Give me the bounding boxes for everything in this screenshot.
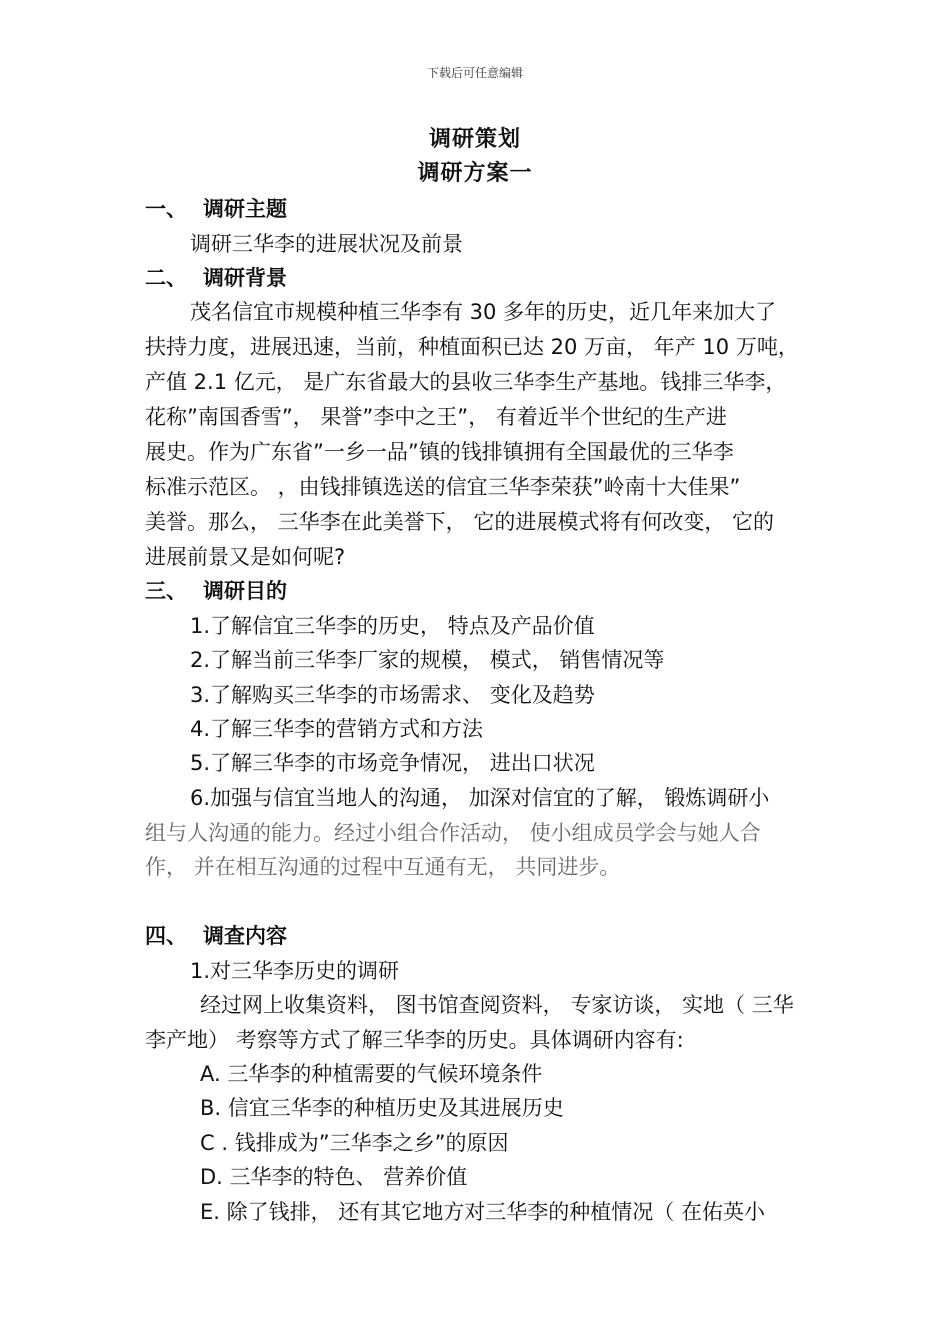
purpose-item: 5.了解三华李的市场竞争情况， 进出口状况: [190, 751, 595, 775]
section-2-number: 二、: [145, 266, 187, 290]
header-note: 下载后可任意编辑: [426, 66, 523, 80]
purpose-continuation: 组与人沟通的能力。经过小组合作活动， 使小组成员学会与她人合: [145, 821, 761, 845]
background-line: 进展前景又是如何呢?: [145, 545, 346, 569]
background-line: 美誉。那么， 三华李在此美誉下， 它的进展模式将有何改变， 它的: [145, 510, 775, 534]
purpose-item: 2.了解当前三华李厂家的规模， 模式， 销售情况等: [190, 648, 665, 672]
content-option: B. 信宜三华李的种植历史及其进展历史: [200, 1096, 564, 1120]
background-line: 茂名信宜市规模种植三华李有 30 多年的历史，近几年来加大了: [190, 300, 777, 324]
background-line: 展史。作为广东省”一乡一品”镇的钱排镇拥有全国最优的三华李: [145, 440, 734, 464]
section-1-body: 调研三华李的进展状况及前景: [190, 232, 463, 256]
section-1-title: 调研主题: [203, 197, 287, 221]
content-paragraph: 李产地） 考察等方式了解三华李的历史。具体调研内容有:: [145, 1028, 684, 1052]
purpose-item: 4.了解三华李的营销方式和方法: [190, 717, 484, 741]
purpose-item: 6.加强与信宜当地人的沟通， 加深对信宜的了解， 锻炼调研小: [190, 786, 770, 810]
section-3-title: 调研目的: [203, 579, 287, 603]
page-title: 调研策划: [428, 127, 521, 152]
page-subtitle: 调研方案一: [417, 161, 533, 186]
background-line: 花称”南国香雪”， 果誉”李中之王”， 有着近半个世纪的生产进: [145, 405, 727, 429]
content-option: D. 三华李的特色、 营养价值: [200, 1165, 468, 1189]
background-line: 产值 2.1 亿元， 是广东省最大的县收三华李生产基地。钱排三华李，: [145, 370, 787, 394]
section-4-heading: [145, 920, 287, 950]
section-1-heading: [145, 193, 287, 223]
section-1-number: 一、: [145, 197, 187, 221]
background-line: 扶持力度，进展迅速，当前，种植面积已达 20 万亩， 年产 10 万吨，: [145, 335, 799, 359]
section-4-title: 调查内容: [203, 924, 287, 948]
purpose-continuation: 作， 并在相互沟通的过程中互通有无， 共同进步。: [145, 855, 621, 879]
purpose-item: 3.了解购买三华李的市场需求、 变化及趋势: [190, 683, 595, 707]
background-line: 标准示范区。 ，由钱排镇选送的信宜三华李荣获”岭南十大佳果”: [145, 475, 741, 499]
content-paragraph: 经过网上收集资料， 图书馆查阅资料， 专家访谈， 实地（ 三华: [200, 993, 794, 1017]
section-2-title: 调研背景: [203, 266, 287, 290]
section-2-heading: [145, 262, 287, 292]
section-3-number: 三、: [145, 579, 187, 603]
content-option: C . 钱排成为”三华李之乡”的原因: [200, 1131, 509, 1155]
section-4-number: 四、: [145, 924, 187, 948]
content-subheading: 1.对三华李历史的调研: [190, 959, 400, 983]
section-3-heading: [145, 575, 287, 605]
content-option: E. 除了钱排， 还有其它地方对三华李的种植情况（ 在佑英小: [200, 1200, 765, 1224]
purpose-item: 1.了解信宜三华李的历史， 特点及产品价值: [190, 614, 595, 638]
content-option: A. 三华李的种植需要的气候环境条件: [200, 1062, 543, 1086]
